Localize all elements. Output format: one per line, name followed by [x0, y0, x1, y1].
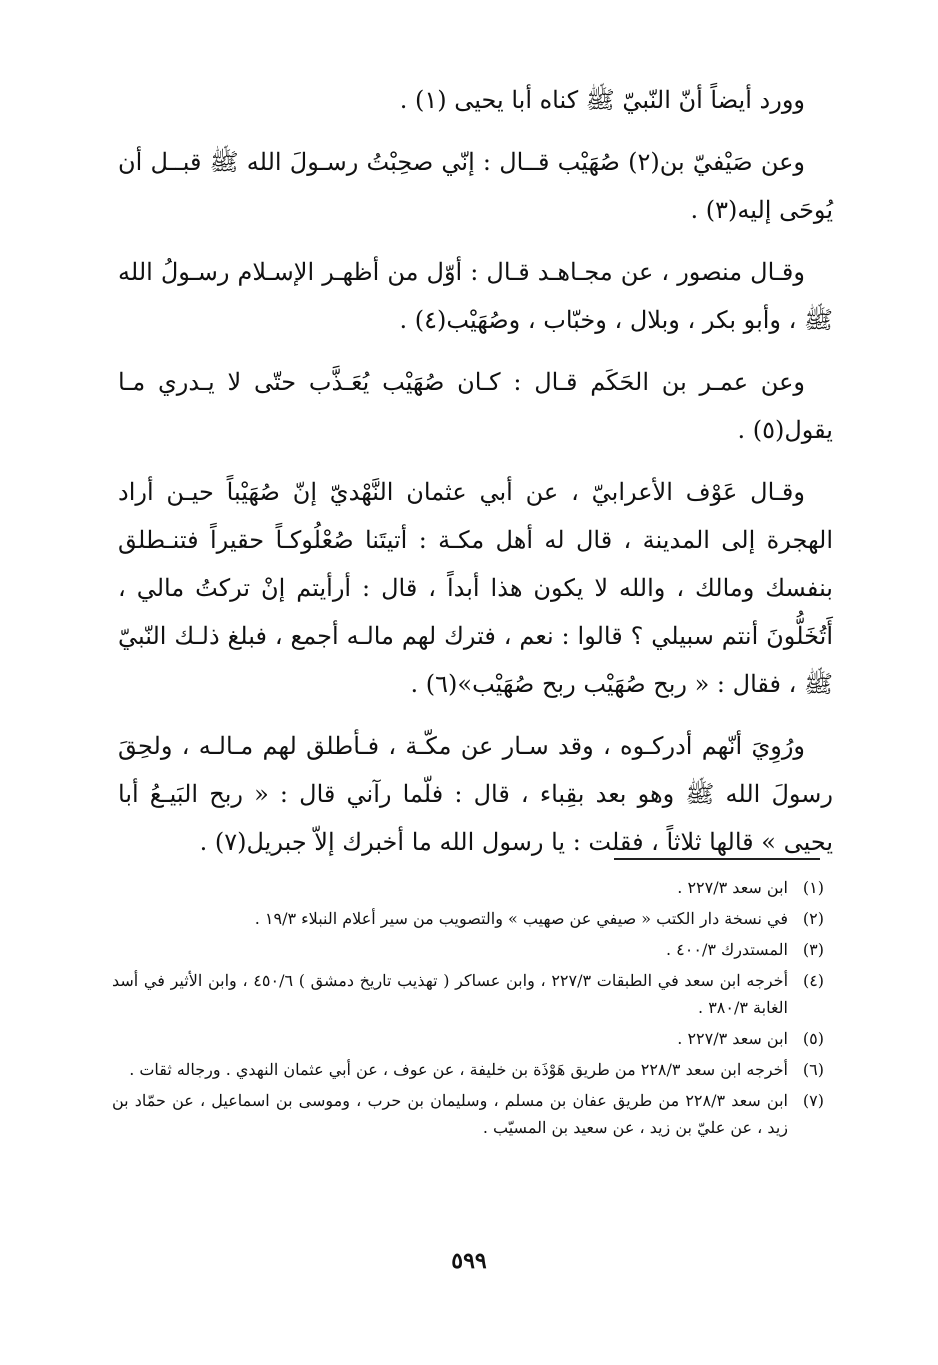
- footnote-divider: [614, 858, 820, 860]
- footnote-number: (١): [802, 878, 824, 897]
- paragraph: وعن صَيْفيّ بن(٢) صُهَيْب قــال : إنّي صحِبْتُ رسـولَ الله ﷺ قبــل أن يُوحَى إليه(٣) .: [118, 148, 833, 224]
- paragraph: وورد أيضاً أنّ النّبيّ ﷺ كناه أبا يحيى (١) .: [399, 86, 805, 114]
- footnote-text: ابن سعد ٢٢٧/٣ .: [677, 878, 788, 897]
- footnote-number: (٥): [802, 1029, 824, 1048]
- footnotes: [112, 874, 824, 1145]
- paragraph: وعن عمـر بن الحَكَم قـال : كـان صُهَيْب يُعَـذَّب حتّى لا يـدري مـا يقول(٥) .: [118, 368, 833, 444]
- footnote-number: (٣): [802, 940, 824, 959]
- footnote-number: (٧): [802, 1091, 824, 1110]
- paragraph: وقـال منصور ، عن مجـاهـد قـال : أوّل من أظهـر الإسـلام رسـولُ الله ﷺ ، وأبو بكر ، وبلال ، وخبّاب ، وصُهَيْب(٤) .: [118, 258, 833, 334]
- paragraph: وقـال عَوْف الأعرابيّ ، عن أبي عثمان النَّهْديّ إنّ صُهَيْباً حيـن أراد الهجرة إلى المدينة ، قال له أهل مكـة : أتيتَنا صُعْلُوكـاً حقيراً فتنـطلق بنفسك ومالك ، والله لا يكون هذا أبداً ، قال : أرأيتم إنْ تركتُ مالي ، أَتُخَلُّونَ أنتم سبيلي ؟ قالوا : نعم ، فترك لهم مالـه أجمع ، فبلغ ذلـك النّبيّ ﷺ ، فقال : « ربح صُهَيْب ربح صُهَيْب»(٦) .: [118, 478, 833, 698]
- footnote: [112, 1056, 824, 1083]
- footnote-text: أخرجه ابن سعد في الطبقات ٢٢٧/٣ ، وابن عساكر ( تهذيب تاريخ دمشق ) ٤٥٠/٦ ، وابن الأثير في أسد الغابة ٣٨٠/٣ .: [112, 971, 789, 1017]
- footnote: [112, 967, 824, 1021]
- footnote: [112, 874, 824, 901]
- footnote-text: المستدرك ٤٠٠/٣ .: [665, 940, 788, 959]
- footnote: [112, 1025, 824, 1052]
- page-number: ٥٩٩: [451, 1248, 487, 1274]
- footnote-number: (٤): [802, 971, 825, 990]
- footnote-text: أخرجه ابن سعد ٢٢٨/٣ من طريق هَوْذَة بن خليفة ، عن عوف ، عن أبي عثمان النهدي . ورجاله ثقات .: [129, 1060, 788, 1079]
- footnote: [112, 1087, 824, 1141]
- footnote-number: (٦): [802, 1060, 824, 1079]
- footnote: [112, 936, 824, 963]
- footnote-text: ابن سعد ٢٢٧/٣ .: [677, 1029, 788, 1048]
- main-text: [118, 76, 833, 880]
- paragraph: ورُوِيَ أنّهم أدركـوه ، وقد سـار عن مكّـة ، فـأطلق لهم مـالـه ، ولحِقَ رسولَ الله ﷺ وهو بعد بقِباء ، قال : فلّما رآني قال : « ربح البَيـعُ أبا يحيى » قالها ثلاثاً ، فقلت : يا رسول الله ما أخبرك إلاّ جبريل(٧) .: [118, 732, 833, 856]
- footnote: [112, 905, 824, 932]
- footnote-text: ابن سعد ٢٢٨/٣ من طريق عفان بن مسلم ، وسليمان بن حرب ، وموسى بن اسماعيل ، عن حمّاد بن زيد ، عن عليّ بن زيد ، عن سعيد بن المسيّب .: [112, 1091, 788, 1137]
- footnote-text: في نسخة دار الكتب « صيفي عن صهيب » والتصويب من سير أعلام النبلاء ١٩/٣ .: [254, 909, 788, 928]
- footnote-number: (٢): [802, 909, 824, 928]
